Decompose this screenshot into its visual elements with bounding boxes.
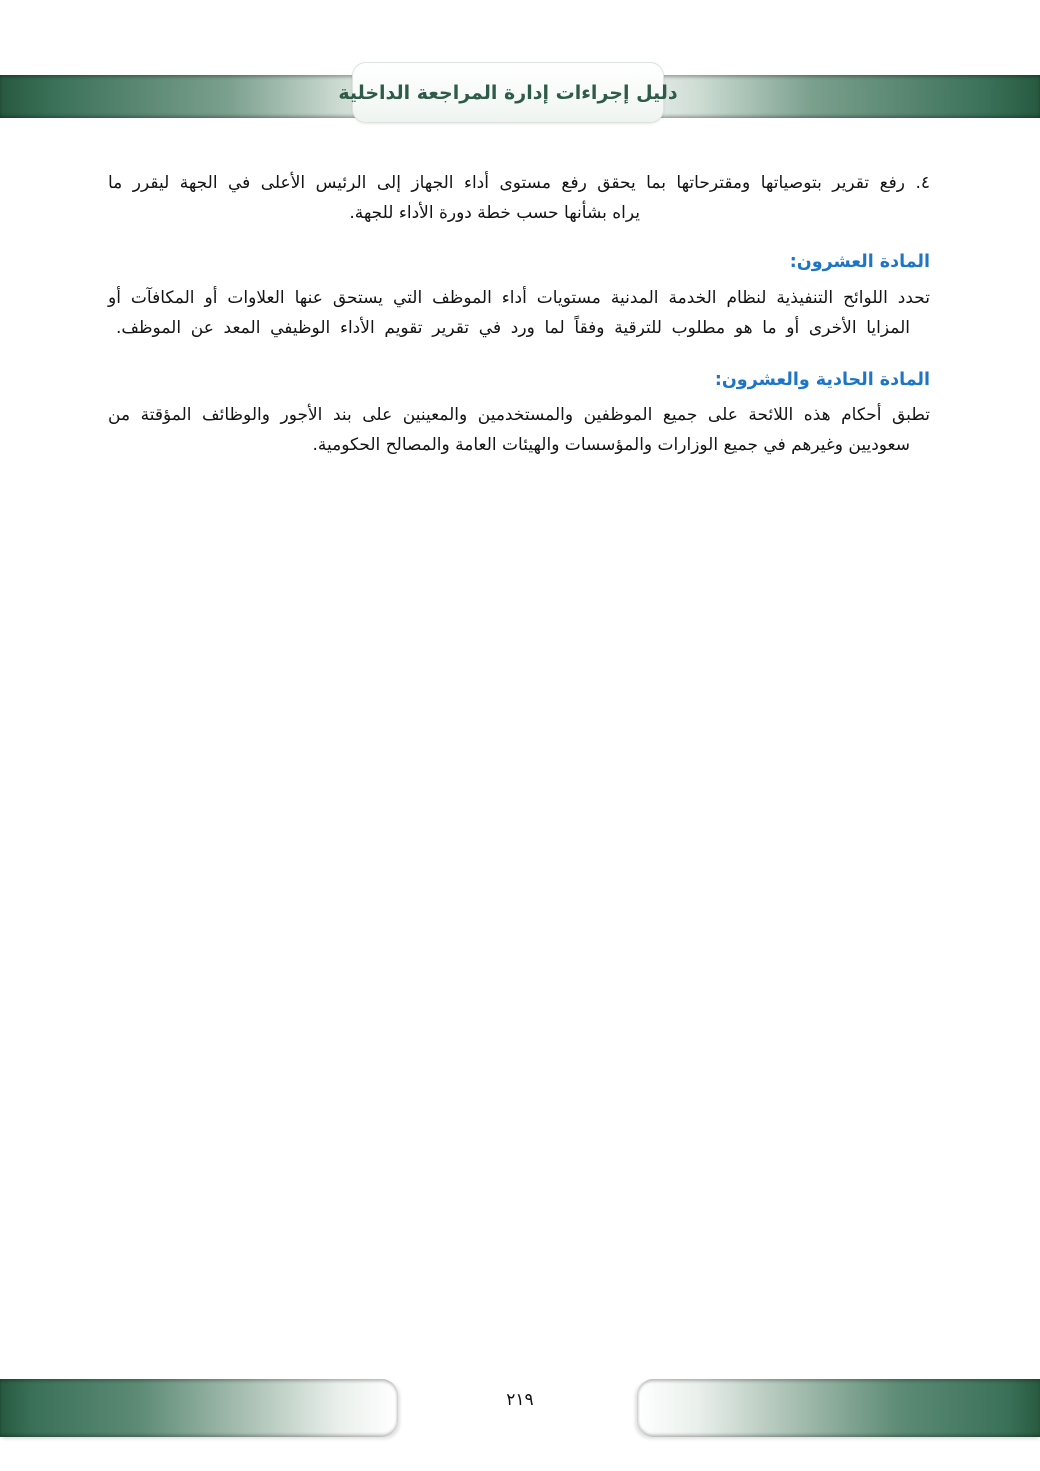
section-heading-article-20: المادة العشرون: xyxy=(789,252,930,272)
section-paragraph-article-20 xyxy=(108,283,930,343)
list-item-line-2: يراه بشأنها حسب خطة دورة الأداء للجهة. xyxy=(349,203,640,223)
page-header-title: دليل إجراءات إدارة المراجعة الداخلية xyxy=(338,81,678,104)
section-paragraph-article-21 xyxy=(108,400,930,460)
paragraph-line: تطبق أحكام هذه اللائحة على جميع الموظفين والمستخدمين والمعينين على بند الأجور والوظائف المؤقتة من xyxy=(108,405,930,425)
paragraph-line: المزايا الأخرى أو ما هو مطلوب للترقية وفقاً لما ورد في تقرير تقويم الأداء الوظيفي المعد عن الموظف. xyxy=(116,318,910,338)
list-item-text: رفع تقرير بتوصياتها ومقترحاتها بما يحقق رفع مستوى أداء الجهاز إلى الرئيس الأعلى في الجهة ليقرر ما xyxy=(108,173,905,193)
list-item-number: ٤. xyxy=(915,173,930,193)
page-number: ٢١٩ xyxy=(506,1390,534,1410)
list-item-line-1 xyxy=(108,168,930,198)
document-body xyxy=(108,168,930,460)
paragraph-line: سعوديين وغيرهم في جميع الوزارات والمؤسسات والهيئات العامة والمصالح الحكومية. xyxy=(312,435,910,455)
header-title-tab xyxy=(338,62,678,123)
numbered-list-item-4 xyxy=(108,168,930,228)
section-heading-article-21: المادة الحادية والعشرون: xyxy=(714,370,930,390)
paragraph-line: تحدد اللوائح التنفيذية لنظام الخدمة المدنية مستويات أداء الموظف التي يستحق عنها العلاوات أو المكافآت أو xyxy=(108,288,930,308)
